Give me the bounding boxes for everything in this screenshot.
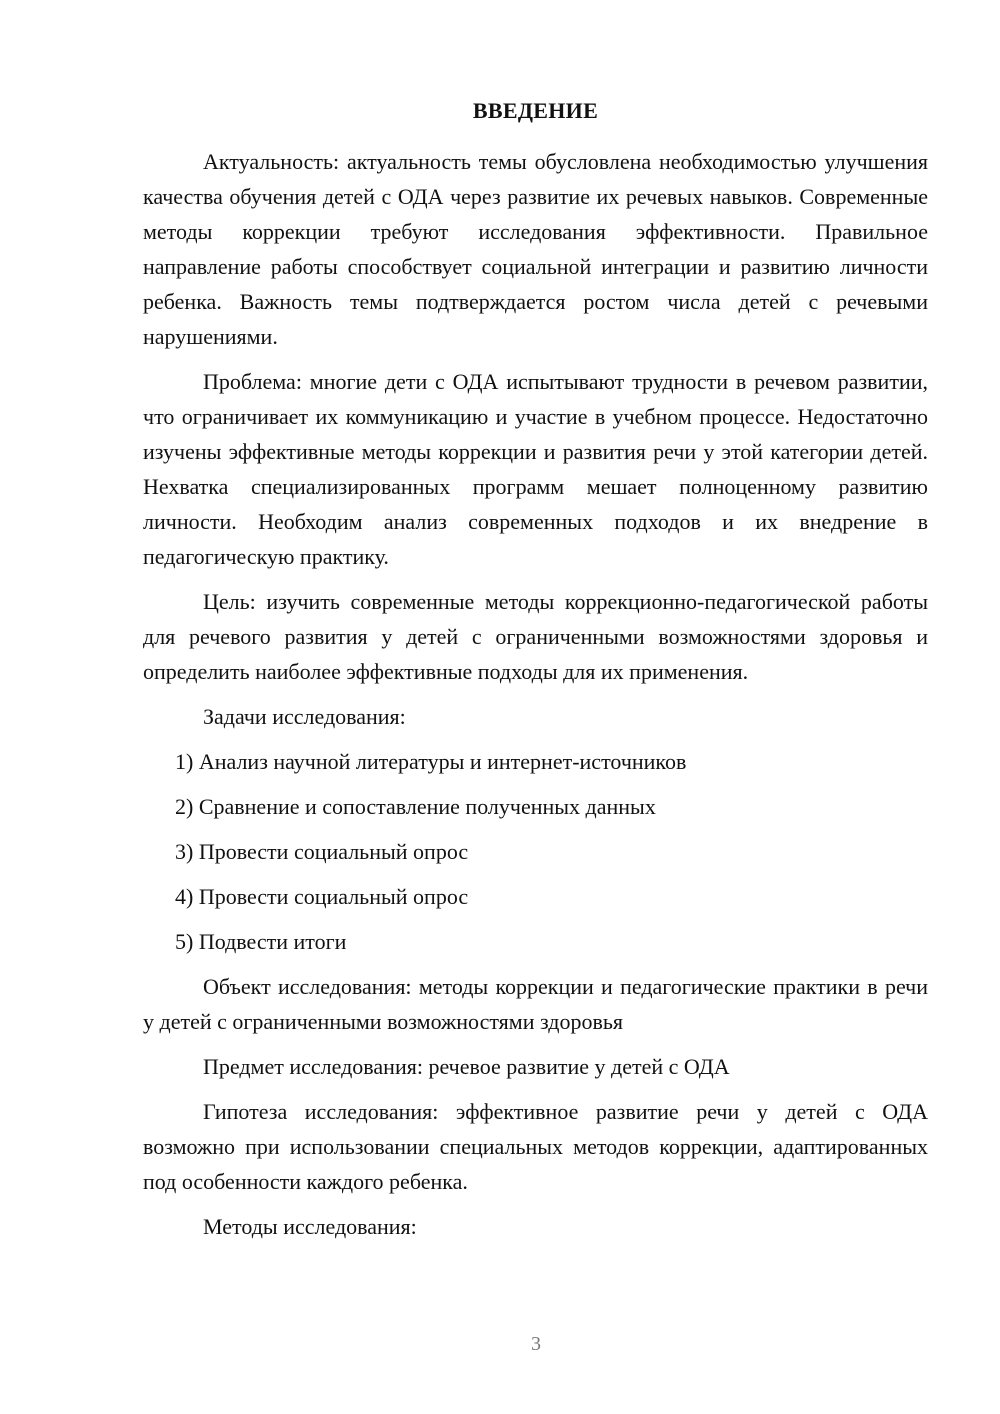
subject-paragraph: Предмет исследования: речевое развитие у детей с ОДА bbox=[203, 1054, 730, 1079]
goal-paragraph: Цель: изучить современные методы коррекционно-педагогической работы для речевого развития у детей с ограниченными возможностями здоровья и определить наиболее эффективные подходы для их применения. bbox=[143, 589, 928, 684]
methods-title: Методы исследования: bbox=[203, 1214, 417, 1239]
page-title: ВВЕДЕНИЕ bbox=[472, 98, 599, 123]
list-item: 4) Провести социальный опрос bbox=[175, 884, 469, 909]
hypothesis-paragraph: Гипотеза исследования: эффективное развитие речи у детей с ОДА возможно при использовании специальных методов коррекции, адаптированных под особенности каждого ребенка. bbox=[143, 1099, 928, 1194]
tasks-title: Задачи исследования: bbox=[203, 704, 406, 729]
tasks-list bbox=[143, 744, 928, 959]
document-page bbox=[143, 96, 928, 1254]
page-number: 3 bbox=[531, 1333, 541, 1355]
list-item: 2) Сравнение и сопоставление полученных данных bbox=[175, 794, 656, 819]
list-item: 1) Анализ научной литературы и интернет-источников bbox=[175, 749, 687, 774]
object-paragraph: Объект исследования: методы коррекции и педагогические практики в речи у детей с ограниченными возможностями здоровья bbox=[143, 974, 928, 1034]
list-item: 5) Подвести итоги bbox=[175, 929, 347, 954]
problem-paragraph: Проблема: многие дети с ОДА испытывают трудности в речевом развитии, что ограничивает их коммуникацию и участие в учебном процессе. Недостаточно изучены эффективные методы коррекции и развития речи у этой категории детей. Нехватка специализированных программ мешает полноценному развитию личности. Необходим анализ современных подходов и их внедрение в педагогическую практику. bbox=[143, 369, 928, 569]
relevance-paragraph: Актуальность: актуальность темы обусловлена необходимостью улучшения качества обучения детей с ОДА через развитие их речевых навыков. Современные методы коррекции требуют исследования эффективности. Правильное направление работы способствует социальной интеграции и развитию личности ребенка. Важность темы подтверждается ростом числа детей с речевыми нарушениями. bbox=[143, 149, 928, 349]
list-item: 3) Провести социальный опрос bbox=[175, 839, 469, 864]
